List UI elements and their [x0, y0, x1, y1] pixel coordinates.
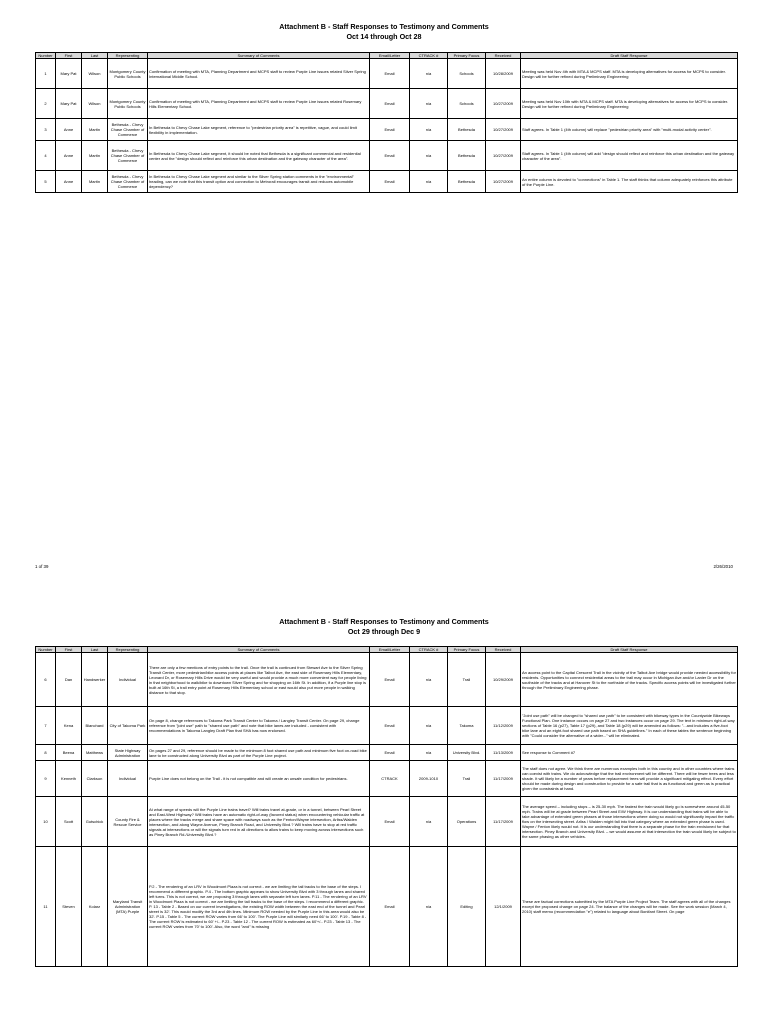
cell-summary-of-comments: On page 8, change references to Takoma Park Transit Center to Takoma / Langley Transit Center. On page 29, change reference from "joint use" path to "shared use path" and note that bike lanes are included - consistent with recommendations in Takoma Langley Draft Plan that SHA has now endorsed.: [148, 707, 370, 745]
cell-draft-staff-response: An access point to the Capital Crescent Trail in the vicinity of the Talbot Ave bridge would provide needed accessibility for residents. Opportunities to connect residential areas to the trail may occur in Michigan Ave and/or Lanier Dr on the southside of the tracks and at Hanover St to the northside of the tracks. Specific access points will be investigated further through the Preliminary Engineering phase.: [521, 653, 738, 707]
cell-first-name: Beena: [56, 745, 82, 761]
column-header-representing: Representing: [108, 647, 148, 653]
table-row: [36, 847, 738, 967]
cell-email-letter: Email: [370, 797, 410, 847]
cell-received-date: 10/27/2009: [486, 89, 521, 119]
column-header-email-letter: Email/Letter: [370, 647, 410, 653]
cell-ctrack-number: n/a: [410, 141, 448, 171]
cell-email-letter: Email: [370, 707, 410, 745]
column-header-received-date: Received: [486, 53, 521, 59]
cell-primary-focus: Bethesda: [448, 171, 486, 193]
cell-representing: Individual: [108, 761, 148, 797]
cell-ctrack-number: n/a: [410, 847, 448, 967]
column-header-row-number: Number: [36, 53, 56, 59]
cell-draft-staff-response: Staff agrees. In Table 1 (4th column) will replace "pedestrian priority area" with "multi-modal activity center".: [521, 119, 738, 141]
cell-primary-focus: University Blvd.: [448, 745, 486, 761]
cell-row-number: 5: [36, 171, 56, 193]
cell-ctrack-number: n/a: [410, 89, 448, 119]
cell-last-name: Wilson: [82, 89, 108, 119]
cell-summary-of-comments: There are only a few mentions of entry points to the trail. Once the trail is continued from Stewart Ave to the Silver Spring Transit Center, more pedestrian/bike access points at places like Talbot Ave, the east side of Rosemary Hills Elementary, Leonard Dr, or Rosemary Hills Drive would be very useful and would provide a much more convenient way for people living in that neighborhood to walk/bike to downtown Silver Spring and for shopping on 16th St. In addition, if a Purple line stop is built at 16th St, a trail entry point at Rosemary Hills Elementary school or east would also put more people in walking distance to that stop.: [148, 653, 370, 707]
cell-row-number: 9: [36, 761, 56, 797]
cell-draft-staff-response: "Joint use path" will be changed to "shared use path" to be consistent with bikeway types in the Countywide Bikeways Functional Plan. One instance occurs on page 27 and two instances occur on page 29. The text in minimum right-of-way sections of Table 16 (p27), Table 17 (p29), and Table 18 (p29) will be amended as follows: "...and includes a five-foot bike lane and an eight-foot shared use path based on SHA guidelines." In each of these tables the sentence beginning with "Could consider the alternative of a wider..." will be eliminated.: [521, 707, 738, 745]
column-header-draft-staff-response: Draft Staff Response: [521, 53, 738, 59]
cell-summary-of-comments: Confirmation of meeting with MTA, Planning Department and MCPS staff to review Purple Line issues related Silver Spring International Middle School.: [148, 59, 370, 89]
cell-last-name: Wilson: [82, 59, 108, 89]
cell-last-name: Matthews: [82, 745, 108, 761]
column-header-primary-focus: Primary Focus: [448, 647, 486, 653]
column-header-ctrack-number: CTRACK #: [410, 53, 448, 59]
cell-first-name: Anne: [56, 119, 82, 141]
cell-email-letter: Email: [370, 59, 410, 89]
column-header-first-name: First: [56, 647, 82, 653]
cell-received-date: 10/28/2009: [486, 59, 521, 89]
page-two: [0, 600, 768, 1024]
cell-received-date: 11/12/2009: [486, 707, 521, 745]
cell-summary-of-comments: At what range of speeds will the Purple Line trains travel? Will trains travel at-grade, or in a tunnel, between Pearl Street and East-West Highway? Will trains have an automatic right-of-way (favored status) when encountering vehicular traffic at places where the tracks merge and share space with roadways such as the Fenton/Wayne intersection, Arliss/Walden intersection, and along Wayne Avenue, Piney Branch Road, and University Blvd.? Will trains have to stop at red traffic signals at intersections or will the signals turn red in all directions to allow trains to keep moving across intersections such as Piney Branch Rd./University Blvd.?: [148, 797, 370, 847]
cell-email-letter: Email: [370, 847, 410, 967]
cell-ctrack-number: 2009-1010: [410, 761, 448, 797]
comments-table: [35, 646, 738, 967]
cell-primary-focus: Trail: [448, 761, 486, 797]
cell-primary-focus: Schools: [448, 59, 486, 89]
cell-received-date: 11/13/2009: [486, 745, 521, 761]
cell-last-name: Clarkson: [82, 761, 108, 797]
cell-ctrack-number: n/a: [410, 745, 448, 761]
page-title: Attachment B - Staff Responses to Testimony and Comments: [279, 617, 489, 626]
cell-draft-staff-response: Meeting was held Nov 10th with MTA & MCPS staff. MTA is developing alternatives for access for MCPS to consider. Design will be further refined during Preliminary Engineering: [521, 89, 738, 119]
cell-draft-staff-response: See response to Comment #7: [521, 745, 738, 761]
table-row: [36, 745, 738, 761]
cell-summary-of-comments: Purple Line does not belong on the Trail - it is not compatible and will create an unsafe condition for pedestrians.: [148, 761, 370, 797]
cell-first-name: Steven: [56, 847, 82, 967]
cell-primary-focus: Schools: [448, 89, 486, 119]
cell-received-date: 10/27/2009: [486, 141, 521, 171]
cell-first-name: Anne: [56, 171, 82, 193]
page-subtitle: Oct 29 through Dec 9: [347, 627, 421, 636]
table-row: [36, 797, 738, 847]
table-row: [36, 59, 738, 89]
cell-ctrack-number: n/a: [410, 797, 448, 847]
cell-draft-staff-response: An entire column is devoted to "connections" in Table 1. The staff thinks that column adequately reinforces this attribute of the Purple Line.: [521, 171, 738, 193]
cell-row-number: 7: [36, 707, 56, 745]
cell-last-name: Martin: [82, 119, 108, 141]
page-subtitle: Oct 14 through Oct 28: [346, 32, 422, 41]
cell-email-letter: Email: [370, 745, 410, 761]
cell-draft-staff-response: The staff does not agree. We think there are numerous examples both in this country and in other countries where trains can coexist with trains. We do acknowledge that the trail environment will be different. There will be fewer trees and less shade. It will likely be a number of years before replacement trees will provide a significant mitigating effect. Every effort should be made during design and construction to provide for a safe trail that is as functional and green as is practical given the constraints at hand.: [521, 761, 738, 797]
page-date: 2/26/2010: [713, 564, 733, 569]
cell-representing: City of Takoma Park: [108, 707, 148, 745]
cell-first-name: Kena: [56, 707, 82, 745]
cell-first-name: Mary Pat: [56, 89, 82, 119]
cell-last-name: Gutschick: [82, 797, 108, 847]
page-title: Attachment B - Staff Responses to Testimony and Comments: [279, 22, 489, 31]
column-header-row-number: Number: [36, 647, 56, 653]
table-row: [36, 653, 738, 707]
column-header-email-letter: Email/Letter: [370, 53, 410, 59]
column-header-last-name: Last: [82, 647, 108, 653]
cell-summary-of-comments: On pages 27 and 29, reference should be made to the minimum 8 foot shared use path and minimum five foot on-road bike lane to be constructed along University Blvd as part of the Purple Line project.: [148, 745, 370, 761]
cell-last-name: Martin: [82, 171, 108, 193]
table-row: [36, 171, 738, 193]
cell-received-date: 10/27/2009: [486, 171, 521, 193]
cell-representing: County Fire & Rescue Service: [108, 797, 148, 847]
cell-row-number: 2: [36, 89, 56, 119]
cell-summary-of-comments: Confirmation of meeting with MTA, Planning Department and MCPS staff to review Purple Line issues related Rosemary Hills Elementary School.: [148, 89, 370, 119]
cell-representing: Individual: [108, 653, 148, 707]
cell-email-letter: Email: [370, 171, 410, 193]
cell-received-date: 10/29/2009: [486, 653, 521, 707]
column-header-draft-staff-response: Draft Staff Response: [521, 647, 738, 653]
table-row: [36, 761, 738, 797]
cell-ctrack-number: n/a: [410, 171, 448, 193]
cell-draft-staff-response: Staff agrees. In Table 1 (4th column) will add "design should reflect and reinforce this urban destination and the gateway character of the area".: [521, 141, 738, 171]
cell-ctrack-number: n/a: [410, 707, 448, 745]
cell-email-letter: Email: [370, 89, 410, 119]
cell-summary-of-comments: P.2 - The rendering of an LRV in Woodmont Plaza is not correct - we are limiting the tail tracks to the base of the steps. I recommend a different graphic. P.4 - The bottom graphic appears to show University Blvd with 3 through lanes and shared left turns. This is not correct, we are proposing 3 through lanes with separate left turn lanes. P.11 - The rendering of an LRV in Woodmont Plaza is not correct - we are limiting the tail tracks to the base of the steps. I recommend a different graphic. P. 13 - Table 2 - Based on our current investigations, the existing ROW width between the east end of the tunnel and Pearl street is 32'. This would modify the 3rd and 4th lines. Minimum ROW needed by the Purple Line in this area would also be 32'. P.15 - Table 5 - The current ROW varies from 66' to 100'. The Purple Line will similarly need 66' to 100'. P.19 - Table 8 - The current ROW is estimated to 60' +/-. P.23 - Table 12 - The current ROW is estimated as 60'+/-. P.23 - Table 13 - The current ROW varies from 70' to 100'. Also, the word "and" is missing: [148, 847, 370, 967]
cell-received-date: 10/27/2009: [486, 119, 521, 141]
cell-last-name: Blanchard: [82, 707, 108, 745]
cell-email-letter: CTRACK: [370, 761, 410, 797]
page-number: 1 of 39: [35, 564, 49, 569]
column-header-summary-of-comments: Summary of Comments: [148, 53, 370, 59]
cell-summary-of-comments: In Bethesda to Chevy Chase Lake segment, it should be noted that Bethesda is a significant commercial and residential center and the "design should reflect and reinforce this urban destination and the gateway character of the area".: [148, 141, 370, 171]
cell-primary-focus: Operations: [448, 797, 486, 847]
cell-ctrack-number: n/a: [410, 59, 448, 89]
cell-first-name: Scott: [56, 797, 82, 847]
column-header-ctrack-number: CTRACK #: [410, 647, 448, 653]
table-row: [36, 707, 738, 745]
cell-received-date: 12/1/2009: [486, 847, 521, 967]
cell-email-letter: Email: [370, 653, 410, 707]
cell-first-name: Dan: [56, 653, 82, 707]
cell-representing: Montgomery County Public Schools: [108, 59, 148, 89]
cell-primary-focus: Bethesda: [448, 119, 486, 141]
cell-last-name: Kolarz: [82, 847, 108, 967]
column-header-representing: Representing: [108, 53, 148, 59]
cell-row-number: 6: [36, 653, 56, 707]
cell-draft-staff-response: These are factual corrections submitted by the MTA Purple Line Project Team. The staff agrees with all of the changes except the proposed change on page 24. The balance of the changes will be made. See the work session (March 4, 2010) staff memo (recommendation "e") related to language about Bonifant Street. On page: [521, 847, 738, 967]
cell-ctrack-number: n/a: [410, 119, 448, 141]
column-header-summary-of-comments: Summary of Comments: [148, 647, 370, 653]
table-row: [36, 119, 738, 141]
cell-representing: State Highway Administration: [108, 745, 148, 761]
cell-representing: Bethesda - Chevy Chase Chamber of Commerce: [108, 141, 148, 171]
cell-email-letter: Email: [370, 119, 410, 141]
cell-primary-focus: Editing: [448, 847, 486, 967]
cell-row-number: 10: [36, 797, 56, 847]
cell-summary-of-comments: In Bethesda to Chevy Chase Lake segment and similar to the Silver Spring station comments in the "environmental" heading, can we note that this transit option and connection to Metrorail encourages transit and reduces automobile dependency?: [148, 171, 370, 193]
cell-last-name: Martin: [82, 141, 108, 171]
table-row: [36, 89, 738, 119]
cell-first-name: Anne: [56, 141, 82, 171]
cell-received-date: 11/17/2009: [486, 797, 521, 847]
cell-summary-of-comments: In Bethesda to Chevy Chase Lake segment, reference to "pedestrian priority area" is repetitive, vague, and could limit flexibility in implementation.: [148, 119, 370, 141]
cell-last-name: Handwerker: [82, 653, 108, 707]
cell-primary-focus: Trail: [448, 653, 486, 707]
column-header-received-date: Received: [486, 647, 521, 653]
column-header-primary-focus: Primary Focus: [448, 53, 486, 59]
cell-row-number: 8: [36, 745, 56, 761]
cell-first-name: Kenneth: [56, 761, 82, 797]
cell-representing: Montgomery County Public Schools: [108, 89, 148, 119]
cell-row-number: 11: [36, 847, 56, 967]
cell-received-date: 11/17/2009: [486, 761, 521, 797]
table-row: [36, 141, 738, 171]
cell-representing: Maryland Transit Administration (MTA) Purple: [108, 847, 148, 967]
cell-representing: Bethesda - Chevy Chase Chamber of Commerce: [108, 171, 148, 193]
cell-ctrack-number: n/a: [410, 653, 448, 707]
cell-draft-staff-response: The average speed – including stops – is 25-30 mph. The fastest the train would likely go is somewhere around 45-50 mph. Trains will be at grade between Pearl Street and E/W Highway. It is our understanding that trains will be able to take advantage of extended green phases at those intersections where doing so would not significantly impact the traffic flow on the intersecting street. Arliss / Walden might fall into that category where an extended green phase is used. Wayne / Fenton likely would not. It is our understanding that there is a separate phase for the train envisioned for that intersection. Piney Branch and University Blvd. – we would assume at that intersection the train would likely be subject to the same phasing as other vehicles.: [521, 797, 738, 847]
cell-row-number: 3: [36, 119, 56, 141]
column-header-first-name: First: [56, 53, 82, 59]
cell-first-name: Mary Pat: [56, 59, 82, 89]
cell-row-number: 4: [36, 141, 56, 171]
cell-draft-staff-response: Meeting was held Nov 4th with MTA & MCPS staff. MTA is developing alternatives for access for MCPS to consider. Design will be further refined during Preliminary Engineering: [521, 59, 738, 89]
comments-table: [35, 52, 738, 193]
cell-primary-focus: Takoma: [448, 707, 486, 745]
cell-representing: Bethesda - Chevy Chase Chamber of Commerce: [108, 119, 148, 141]
cell-primary-focus: Bethesda: [448, 141, 486, 171]
column-header-last-name: Last: [82, 53, 108, 59]
cell-row-number: 1: [36, 59, 56, 89]
cell-email-letter: Email: [370, 141, 410, 171]
